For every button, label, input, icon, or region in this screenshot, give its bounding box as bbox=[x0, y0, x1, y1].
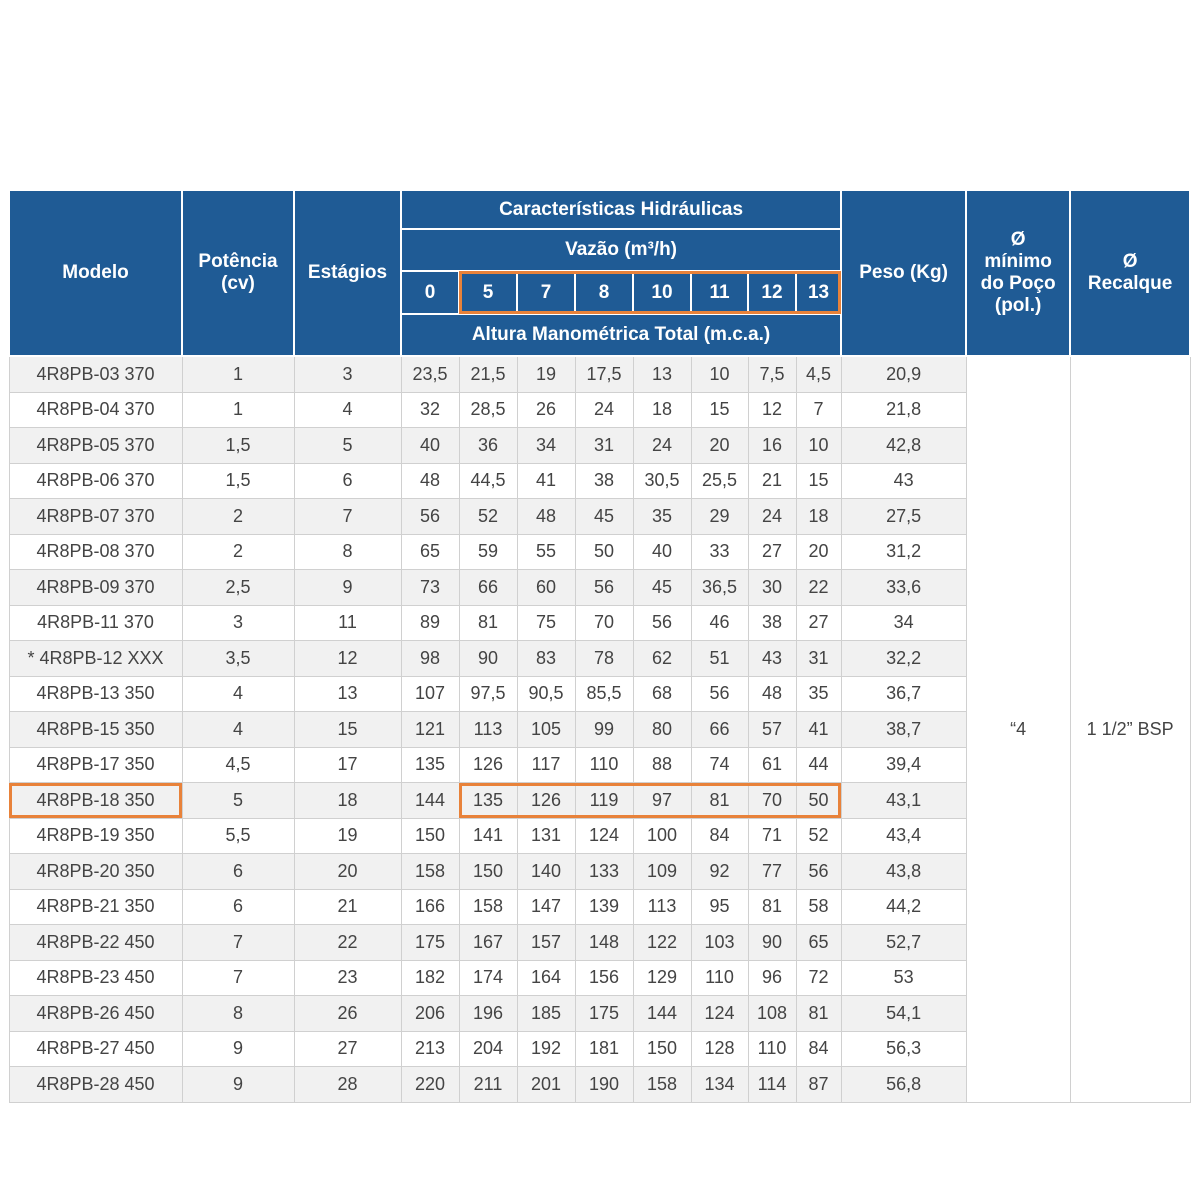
cell-altura-12: 96 bbox=[748, 960, 796, 996]
cell-altura-5: 97,5 bbox=[459, 676, 517, 712]
cell-altura-0: 23,5 bbox=[401, 356, 459, 392]
cell-altura-7: 90,5 bbox=[517, 676, 575, 712]
cell-altura-0: 220 bbox=[401, 1067, 459, 1103]
header-poco-line3: do Poço bbox=[980, 273, 1056, 294]
cell-altura-7: 140 bbox=[517, 854, 575, 890]
cell-recalque-value: 1 1/2” BSP bbox=[1070, 356, 1190, 1102]
cell-altura-7: 34 bbox=[517, 428, 575, 464]
cell-peso: 33,6 bbox=[841, 570, 966, 606]
pump-spec-table bbox=[8, 189, 1191, 1103]
cell-altura-0: 89 bbox=[401, 605, 459, 641]
cell-altura-8: 56 bbox=[575, 570, 633, 606]
cell-estagios: 15 bbox=[294, 712, 401, 748]
cell-altura-11: 10 bbox=[691, 356, 748, 392]
header-potencia-unit: (cv) bbox=[221, 273, 255, 294]
cell-altura-5: 21,5 bbox=[459, 356, 517, 392]
cell-altura-12: 90 bbox=[748, 925, 796, 961]
cell-altura-0: 121 bbox=[401, 712, 459, 748]
header-poco-symbol: Ø bbox=[1010, 229, 1026, 250]
flow-header-7: 7 bbox=[517, 271, 575, 314]
cell-potencia: 6 bbox=[182, 889, 294, 925]
cell-altura-11: 56 bbox=[691, 676, 748, 712]
cell-altura-5: 135 bbox=[459, 783, 517, 819]
cell-altura-13: 44 bbox=[796, 747, 841, 783]
cell-modelo: 4R8PB-11 370 bbox=[9, 605, 182, 641]
cell-altura-10: 129 bbox=[633, 960, 691, 996]
cell-altura-13: 87 bbox=[796, 1067, 841, 1103]
cell-altura-5: 126 bbox=[459, 747, 517, 783]
cell-altura-11: 103 bbox=[691, 925, 748, 961]
cell-altura-11: 36,5 bbox=[691, 570, 748, 606]
cell-modelo: 4R8PB-06 370 bbox=[9, 463, 182, 499]
cell-altura-10: 62 bbox=[633, 641, 691, 677]
cell-altura-11: 81 bbox=[691, 783, 748, 819]
header-poco-line4: (pol.) bbox=[994, 295, 1042, 316]
cell-altura-12: 16 bbox=[748, 428, 796, 464]
cell-peso: 38,7 bbox=[841, 712, 966, 748]
flow-header-8: 8 bbox=[575, 271, 633, 314]
cell-altura-13: 15 bbox=[796, 463, 841, 499]
header-potencia bbox=[182, 190, 294, 356]
cell-peso: 27,5 bbox=[841, 499, 966, 535]
cell-modelo: 4R8PB-26 450 bbox=[9, 996, 182, 1032]
table-body bbox=[9, 356, 1190, 1102]
cell-altura-7: 117 bbox=[517, 747, 575, 783]
cell-altura-10: 45 bbox=[633, 570, 691, 606]
cell-altura-13: 65 bbox=[796, 925, 841, 961]
cell-altura-5: 36 bbox=[459, 428, 517, 464]
cell-altura-12: 61 bbox=[748, 747, 796, 783]
flow-header-11: 11 bbox=[691, 271, 748, 314]
table-row bbox=[9, 356, 1190, 392]
cell-potencia: 1,5 bbox=[182, 463, 294, 499]
cell-altura-10: 97 bbox=[633, 783, 691, 819]
cell-modelo: 4R8PB-19 350 bbox=[9, 818, 182, 854]
cell-estagios: 27 bbox=[294, 1031, 401, 1067]
cell-altura-8: 78 bbox=[575, 641, 633, 677]
cell-altura-13: 27 bbox=[796, 605, 841, 641]
cell-estagios: 4 bbox=[294, 392, 401, 428]
cell-estagios: 22 bbox=[294, 925, 401, 961]
cell-peso: 43,1 bbox=[841, 783, 966, 819]
cell-altura-10: 122 bbox=[633, 925, 691, 961]
cell-altura-0: 150 bbox=[401, 818, 459, 854]
cell-altura-13: 52 bbox=[796, 818, 841, 854]
cell-altura-11: 128 bbox=[691, 1031, 748, 1067]
cell-altura-8: 31 bbox=[575, 428, 633, 464]
cell-altura-12: 110 bbox=[748, 1031, 796, 1067]
header-modelo: Modelo bbox=[9, 190, 182, 356]
cell-poco-value: “4 bbox=[966, 356, 1070, 1102]
cell-altura-5: 150 bbox=[459, 854, 517, 890]
header-potencia-label: Potência bbox=[198, 251, 278, 272]
cell-potencia: 2 bbox=[182, 499, 294, 535]
cell-altura-7: 147 bbox=[517, 889, 575, 925]
cell-altura-8: 45 bbox=[575, 499, 633, 535]
cell-altura-5: 81 bbox=[459, 605, 517, 641]
cell-altura-8: 133 bbox=[575, 854, 633, 890]
cell-altura-8: 17,5 bbox=[575, 356, 633, 392]
flow-header-12: 12 bbox=[748, 271, 796, 314]
cell-modelo: 4R8PB-09 370 bbox=[9, 570, 182, 606]
cell-potencia: 9 bbox=[182, 1031, 294, 1067]
flow-header-5: 5 bbox=[459, 271, 517, 314]
cell-altura-11: 74 bbox=[691, 747, 748, 783]
cell-altura-0: 73 bbox=[401, 570, 459, 606]
cell-altura-10: 18 bbox=[633, 392, 691, 428]
header-vazao: Vazão (m³/h) bbox=[401, 229, 841, 271]
cell-altura-8: 139 bbox=[575, 889, 633, 925]
cell-estagios: 11 bbox=[294, 605, 401, 641]
cell-altura-0: 144 bbox=[401, 783, 459, 819]
cell-modelo: 4R8PB-23 450 bbox=[9, 960, 182, 996]
cell-altura-8: 119 bbox=[575, 783, 633, 819]
cell-altura-12: 21 bbox=[748, 463, 796, 499]
cell-altura-5: 174 bbox=[459, 960, 517, 996]
cell-altura-7: 19 bbox=[517, 356, 575, 392]
cell-modelo: 4R8PB-20 350 bbox=[9, 854, 182, 890]
cell-peso: 32,2 bbox=[841, 641, 966, 677]
cell-altura-12: 81 bbox=[748, 889, 796, 925]
cell-estagios: 8 bbox=[294, 534, 401, 570]
cell-peso: 31,2 bbox=[841, 534, 966, 570]
cell-altura-12: 48 bbox=[748, 676, 796, 712]
cell-altura-10: 109 bbox=[633, 854, 691, 890]
cell-potencia: 5,5 bbox=[182, 818, 294, 854]
cell-altura-8: 124 bbox=[575, 818, 633, 854]
cell-altura-11: 51 bbox=[691, 641, 748, 677]
cell-modelo: 4R8PB-21 350 bbox=[9, 889, 182, 925]
cell-altura-5: 211 bbox=[459, 1067, 517, 1103]
cell-altura-11: 110 bbox=[691, 960, 748, 996]
cell-estagios: 28 bbox=[294, 1067, 401, 1103]
cell-estagios: 23 bbox=[294, 960, 401, 996]
cell-estagios: 26 bbox=[294, 996, 401, 1032]
header-recalque bbox=[1070, 190, 1190, 356]
cell-peso: 42,8 bbox=[841, 428, 966, 464]
cell-altura-5: 59 bbox=[459, 534, 517, 570]
cell-altura-10: 80 bbox=[633, 712, 691, 748]
header-poco bbox=[966, 190, 1070, 356]
cell-altura-8: 38 bbox=[575, 463, 633, 499]
header-recalque-symbol: Ø bbox=[1122, 251, 1138, 272]
cell-altura-5: 66 bbox=[459, 570, 517, 606]
cell-modelo: 4R8PB-15 350 bbox=[9, 712, 182, 748]
cell-altura-7: 185 bbox=[517, 996, 575, 1032]
cell-altura-0: 56 bbox=[401, 499, 459, 535]
cell-altura-7: 26 bbox=[517, 392, 575, 428]
cell-estagios: 12 bbox=[294, 641, 401, 677]
cell-potencia: 4 bbox=[182, 676, 294, 712]
cell-altura-12: 27 bbox=[748, 534, 796, 570]
cell-altura-13: 35 bbox=[796, 676, 841, 712]
cell-altura-5: 28,5 bbox=[459, 392, 517, 428]
cell-altura-10: 56 bbox=[633, 605, 691, 641]
cell-potencia: 6 bbox=[182, 854, 294, 890]
cell-altura-5: 196 bbox=[459, 996, 517, 1032]
cell-peso: 52,7 bbox=[841, 925, 966, 961]
cell-altura-13: 20 bbox=[796, 534, 841, 570]
cell-estagios: 21 bbox=[294, 889, 401, 925]
cell-altura-7: 131 bbox=[517, 818, 575, 854]
cell-altura-11: 15 bbox=[691, 392, 748, 428]
cell-peso: 56,8 bbox=[841, 1067, 966, 1103]
header-altura: Altura Manométrica Total (m.c.a.) bbox=[401, 314, 841, 356]
cell-altura-12: 12 bbox=[748, 392, 796, 428]
cell-altura-13: 50 bbox=[796, 783, 841, 819]
cell-altura-10: 30,5 bbox=[633, 463, 691, 499]
flow-header-10: 10 bbox=[633, 271, 691, 314]
cell-estagios: 9 bbox=[294, 570, 401, 606]
cell-peso: 34 bbox=[841, 605, 966, 641]
cell-altura-10: 13 bbox=[633, 356, 691, 392]
cell-altura-8: 190 bbox=[575, 1067, 633, 1103]
cell-estagios: 13 bbox=[294, 676, 401, 712]
cell-altura-8: 70 bbox=[575, 605, 633, 641]
cell-altura-7: 192 bbox=[517, 1031, 575, 1067]
cell-altura-12: 24 bbox=[748, 499, 796, 535]
cell-altura-5: 158 bbox=[459, 889, 517, 925]
cell-modelo: * 4R8PB-12 XXX bbox=[9, 641, 182, 677]
cell-altura-5: 90 bbox=[459, 641, 517, 677]
header-poco-line2: mínimo bbox=[984, 251, 1052, 272]
cell-altura-10: 113 bbox=[633, 889, 691, 925]
cell-altura-13: 4,5 bbox=[796, 356, 841, 392]
cell-altura-11: 95 bbox=[691, 889, 748, 925]
cell-potencia: 1,5 bbox=[182, 428, 294, 464]
cell-peso: 43 bbox=[841, 463, 966, 499]
cell-altura-0: 166 bbox=[401, 889, 459, 925]
cell-potencia: 7 bbox=[182, 925, 294, 961]
cell-altura-11: 124 bbox=[691, 996, 748, 1032]
cell-altura-8: 50 bbox=[575, 534, 633, 570]
cell-altura-11: 134 bbox=[691, 1067, 748, 1103]
cell-altura-0: 182 bbox=[401, 960, 459, 996]
cell-altura-13: 56 bbox=[796, 854, 841, 890]
cell-potencia: 3,5 bbox=[182, 641, 294, 677]
header-peso: Peso (Kg) bbox=[841, 190, 966, 356]
cell-altura-12: 43 bbox=[748, 641, 796, 677]
flow-header-0: 0 bbox=[401, 271, 459, 314]
cell-altura-8: 148 bbox=[575, 925, 633, 961]
cell-altura-11: 25,5 bbox=[691, 463, 748, 499]
cell-peso: 20,9 bbox=[841, 356, 966, 392]
cell-peso: 36,7 bbox=[841, 676, 966, 712]
cell-altura-7: 157 bbox=[517, 925, 575, 961]
cell-altura-8: 24 bbox=[575, 392, 633, 428]
cell-altura-12: 71 bbox=[748, 818, 796, 854]
cell-altura-12: 77 bbox=[748, 854, 796, 890]
cell-potencia: 1 bbox=[182, 392, 294, 428]
cell-potencia: 4 bbox=[182, 712, 294, 748]
cell-altura-8: 156 bbox=[575, 960, 633, 996]
cell-altura-0: 40 bbox=[401, 428, 459, 464]
header-estagios: Estágios bbox=[294, 190, 401, 356]
cell-altura-11: 92 bbox=[691, 854, 748, 890]
cell-altura-0: 98 bbox=[401, 641, 459, 677]
cell-altura-13: 84 bbox=[796, 1031, 841, 1067]
cell-altura-10: 150 bbox=[633, 1031, 691, 1067]
cell-altura-12: 70 bbox=[748, 783, 796, 819]
cell-altura-5: 167 bbox=[459, 925, 517, 961]
cell-modelo: 4R8PB-28 450 bbox=[9, 1067, 182, 1103]
header-caracteristicas: Características Hidráulicas bbox=[401, 190, 841, 229]
cell-altura-8: 181 bbox=[575, 1031, 633, 1067]
cell-altura-12: 38 bbox=[748, 605, 796, 641]
cell-peso: 21,8 bbox=[841, 392, 966, 428]
cell-modelo: 4R8PB-04 370 bbox=[9, 392, 182, 428]
cell-altura-7: 41 bbox=[517, 463, 575, 499]
cell-altura-7: 83 bbox=[517, 641, 575, 677]
cell-potencia: 9 bbox=[182, 1067, 294, 1103]
cell-potencia: 5 bbox=[182, 783, 294, 819]
cell-altura-13: 18 bbox=[796, 499, 841, 535]
cell-altura-10: 35 bbox=[633, 499, 691, 535]
cell-peso: 54,1 bbox=[841, 996, 966, 1032]
cell-modelo: 4R8PB-13 350 bbox=[9, 676, 182, 712]
cell-altura-0: 158 bbox=[401, 854, 459, 890]
cell-estagios: 5 bbox=[294, 428, 401, 464]
cell-altura-13: 58 bbox=[796, 889, 841, 925]
cell-altura-5: 141 bbox=[459, 818, 517, 854]
cell-altura-7: 164 bbox=[517, 960, 575, 996]
cell-altura-0: 175 bbox=[401, 925, 459, 961]
cell-altura-7: 201 bbox=[517, 1067, 575, 1103]
cell-estagios: 17 bbox=[294, 747, 401, 783]
cell-estagios: 3 bbox=[294, 356, 401, 392]
cell-altura-8: 175 bbox=[575, 996, 633, 1032]
cell-estagios: 19 bbox=[294, 818, 401, 854]
cell-altura-12: 30 bbox=[748, 570, 796, 606]
cell-altura-7: 60 bbox=[517, 570, 575, 606]
cell-altura-10: 88 bbox=[633, 747, 691, 783]
cell-altura-13: 7 bbox=[796, 392, 841, 428]
cell-modelo: 4R8PB-17 350 bbox=[9, 747, 182, 783]
cell-modelo: 4R8PB-05 370 bbox=[9, 428, 182, 464]
cell-altura-0: 213 bbox=[401, 1031, 459, 1067]
cell-altura-13: 10 bbox=[796, 428, 841, 464]
cell-altura-8: 110 bbox=[575, 747, 633, 783]
cell-altura-7: 75 bbox=[517, 605, 575, 641]
cell-altura-12: 7,5 bbox=[748, 356, 796, 392]
cell-peso: 43,8 bbox=[841, 854, 966, 890]
cell-altura-13: 41 bbox=[796, 712, 841, 748]
cell-altura-13: 31 bbox=[796, 641, 841, 677]
cell-modelo: 4R8PB-27 450 bbox=[9, 1031, 182, 1067]
cell-modelo: 4R8PB-22 450 bbox=[9, 925, 182, 961]
cell-altura-10: 24 bbox=[633, 428, 691, 464]
cell-altura-8: 99 bbox=[575, 712, 633, 748]
cell-peso: 43,4 bbox=[841, 818, 966, 854]
cell-altura-5: 44,5 bbox=[459, 463, 517, 499]
cell-altura-0: 206 bbox=[401, 996, 459, 1032]
cell-altura-7: 55 bbox=[517, 534, 575, 570]
cell-altura-10: 158 bbox=[633, 1067, 691, 1103]
cell-modelo: 4R8PB-08 370 bbox=[9, 534, 182, 570]
cell-altura-11: 20 bbox=[691, 428, 748, 464]
cell-altura-0: 107 bbox=[401, 676, 459, 712]
cell-altura-7: 126 bbox=[517, 783, 575, 819]
cell-estagios: 7 bbox=[294, 499, 401, 535]
cell-potencia: 2,5 bbox=[182, 570, 294, 606]
cell-altura-7: 105 bbox=[517, 712, 575, 748]
cell-estagios: 6 bbox=[294, 463, 401, 499]
cell-altura-11: 29 bbox=[691, 499, 748, 535]
cell-altura-5: 52 bbox=[459, 499, 517, 535]
cell-altura-8: 85,5 bbox=[575, 676, 633, 712]
cell-peso: 56,3 bbox=[841, 1031, 966, 1067]
cell-altura-10: 144 bbox=[633, 996, 691, 1032]
header-recalque-label: Recalque bbox=[1087, 273, 1173, 294]
cell-altura-12: 114 bbox=[748, 1067, 796, 1103]
cell-altura-10: 100 bbox=[633, 818, 691, 854]
cell-altura-10: 68 bbox=[633, 676, 691, 712]
cell-modelo: 4R8PB-03 370 bbox=[9, 356, 182, 392]
cell-peso: 39,4 bbox=[841, 747, 966, 783]
cell-altura-0: 32 bbox=[401, 392, 459, 428]
cell-altura-0: 48 bbox=[401, 463, 459, 499]
cell-altura-12: 108 bbox=[748, 996, 796, 1032]
cell-altura-13: 22 bbox=[796, 570, 841, 606]
cell-altura-5: 204 bbox=[459, 1031, 517, 1067]
cell-potencia: 7 bbox=[182, 960, 294, 996]
cell-potencia: 1 bbox=[182, 356, 294, 392]
cell-modelo: 4R8PB-07 370 bbox=[9, 499, 182, 535]
cell-modelo: 4R8PB-18 350 bbox=[9, 783, 182, 819]
cell-potencia: 2 bbox=[182, 534, 294, 570]
cell-altura-11: 46 bbox=[691, 605, 748, 641]
cell-potencia: 3 bbox=[182, 605, 294, 641]
cell-altura-7: 48 bbox=[517, 499, 575, 535]
flow-header-13: 13 bbox=[796, 271, 841, 314]
cell-altura-11: 84 bbox=[691, 818, 748, 854]
cell-potencia: 8 bbox=[182, 996, 294, 1032]
cell-altura-10: 40 bbox=[633, 534, 691, 570]
cell-altura-0: 135 bbox=[401, 747, 459, 783]
cell-altura-11: 33 bbox=[691, 534, 748, 570]
cell-altura-11: 66 bbox=[691, 712, 748, 748]
pump-spec-table-wrapper bbox=[8, 189, 1189, 1103]
cell-altura-5: 113 bbox=[459, 712, 517, 748]
cell-altura-13: 72 bbox=[796, 960, 841, 996]
cell-altura-0: 65 bbox=[401, 534, 459, 570]
cell-altura-13: 81 bbox=[796, 996, 841, 1032]
cell-estagios: 18 bbox=[294, 783, 401, 819]
cell-altura-12: 57 bbox=[748, 712, 796, 748]
cell-estagios: 20 bbox=[294, 854, 401, 890]
cell-peso: 53 bbox=[841, 960, 966, 996]
cell-potencia: 4,5 bbox=[182, 747, 294, 783]
cell-peso: 44,2 bbox=[841, 889, 966, 925]
